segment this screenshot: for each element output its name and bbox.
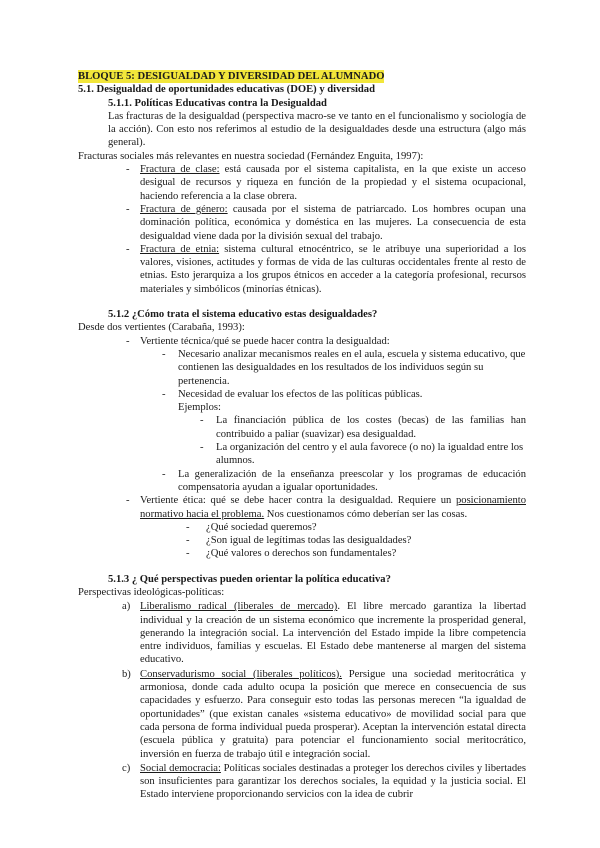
question-text: ¿Son igual de legítimas todas las desigualdades? bbox=[206, 535, 412, 547]
dash-bullet: - bbox=[200, 442, 204, 454]
section-5-1-3-title: 5.1.3 ¿ Qué perspectivas pueden orientar la política educativa? bbox=[108, 573, 391, 585]
item-text: Necesario analizar mecanismos reales en el aula, escuela y sistema educativo, que contienen las desigualdades en los resultados de los individuos según su pertenencia. bbox=[178, 348, 526, 387]
section-5-1-2-intro: Desde dos vertientes (Carabaña, 1993): bbox=[78, 322, 245, 334]
section-5-1-title: 5.1. Desigualdad de oportunidades educativas (DOE) y diversidad bbox=[78, 84, 375, 96]
list-item bbox=[78, 668, 526, 761]
item-term: Fractura de etnia: bbox=[140, 243, 220, 255]
list-item bbox=[78, 600, 526, 666]
dash-bullet: - bbox=[162, 388, 166, 400]
list-item bbox=[78, 762, 526, 802]
item-term: Conservadurismo social (liberales políticos). bbox=[140, 668, 342, 680]
dash-bullet: - bbox=[126, 203, 130, 215]
item-text: La financiación pública de los costes (becas) de las familias han contribuido a paliar (suavizar) esa desigualdad. bbox=[216, 415, 526, 440]
list-item bbox=[78, 163, 526, 203]
item-term: Liberalismo radical (liberales de mercado) bbox=[140, 601, 338, 613]
etica-post: Nos cuestionamos cómo deberían ser las cosas. bbox=[264, 508, 468, 520]
list-item bbox=[78, 468, 526, 495]
item-text: está causada por el sistema capitalista, en la que existe un acceso desigual de recursos y riqueza en función de la propiedad y el sistema ocupacional, haciendo referencia a la clase obrera. bbox=[140, 164, 526, 202]
dash-bullet: - bbox=[186, 535, 190, 547]
list-item bbox=[78, 494, 526, 521]
list-item bbox=[78, 348, 526, 388]
list-item bbox=[78, 547, 526, 560]
block-title: BLOQUE 5: DESIGUALDAD Y DIVERSIDAD DEL ALUMNADO bbox=[78, 71, 385, 82]
document-body bbox=[78, 70, 526, 802]
dash-bullet: - bbox=[126, 335, 130, 347]
item-term: Fractura de género: bbox=[140, 203, 228, 215]
item-text: causada por el sistema de patriarcado. Los hombres ocupan una dominación política, económica y doméstica en las mujeres. La consecuencia de esta desigualdad viene dada por la división sexual del trabajo. bbox=[140, 203, 527, 242]
dash-bullet: - bbox=[162, 468, 166, 480]
section-5-1-1-intro: Las fracturas de la desigualdad (perspectiva macro-se ve tanto en el funcionalismo y sociología de la acción). Con esto nos referimos al estudio de la desigualdades desde una estructura (algo más general). bbox=[108, 110, 526, 149]
item-text: sistema cultural etnocéntrico, se le atribuye una superioridad a los valores, visiones, actitudes y formas de vida de las culturas occidentales frente al resto de etnias. Esto jerarquiza a los grupos étnicos en acceder a la categoría profesional, recursos materiales y simbólicos (minorías étnicas). bbox=[140, 243, 526, 295]
item-term: Fractura de clase: bbox=[140, 164, 220, 176]
section-5-1-3-intro: Perspectivas ideológicas-políticas: bbox=[78, 586, 225, 598]
dash-bullet: - bbox=[186, 521, 190, 533]
block-heading bbox=[78, 70, 526, 83]
vertiente-tecnica: Vertiente técnica/qué se puede hacer contra la desigualdad: bbox=[140, 335, 390, 347]
list-item bbox=[78, 414, 526, 441]
list-item bbox=[78, 243, 526, 296]
etica-pre: Vertiente ética: qué se debe hacer contra la desigualdad. Requiere un bbox=[140, 495, 456, 507]
list-item bbox=[78, 521, 526, 534]
dash-bullet: - bbox=[126, 495, 130, 507]
item-text: Políticas sociales destinadas a proteger los derechos civiles y libertades son insuficientes para garantizar los derechos sociales, la equidad y la justicia social. El Estado interviene proporcionando servicios con la idea de cubrir bbox=[140, 762, 526, 801]
list-letter: a) bbox=[122, 601, 131, 613]
item-text: Persigue una sociedad meritocrática y armoniosa, donde cada adulto ocupa la posición que merece en consecuencia de sus capacidades y esfuerzo. Para conseguir esto todas las personas merecen “la igualdad de oportunidades” (que existan canales «sistema educativo» de movilidad social para que cada persona de forma individual pueda prosperar). Aceptan la intervención estatal directa (escuela pública y gratuita) para potenciar el funcionamiento social meritocrático, inversión en fuerza de trabajo útil e integración social. bbox=[140, 668, 527, 760]
item-text: La generalización de la enseñanza preescolar y los programas de educación compensatoria ayudan a igualar oportunidades. bbox=[178, 468, 526, 493]
ejemplos-label: Ejemplos: bbox=[178, 402, 221, 414]
dash-bullet: - bbox=[200, 415, 204, 427]
item-text: . El libre mercado garantiza la libertad individual y la creación de un sistema económico que incremente la prosperidad general, generando la integración social. La intervención del Estado impide la libre competencia entre individuos, familias y escuelas. El Estado debe mantenerse al margen del sistema educativo. bbox=[140, 601, 526, 666]
dash-bullet: - bbox=[186, 548, 190, 560]
item-term: Social democracia: bbox=[140, 762, 221, 774]
list-item bbox=[78, 441, 526, 468]
etica-underlined: posicionamiento normativo hacia el problema. bbox=[140, 495, 526, 520]
dash-bullet: - bbox=[162, 348, 166, 360]
question-text: ¿Qué valores o derechos son fundamentales? bbox=[206, 548, 397, 560]
item-text: Necesidad de evaluar los efectos de las políticas públicas. bbox=[178, 388, 423, 400]
list-letter: c) bbox=[122, 762, 131, 774]
question-text: ¿Qué sociedad queremos? bbox=[206, 521, 317, 533]
fracturas-intro: Fracturas sociales más relevantes en nuestra sociedad (Fernández Enguita, 1997): bbox=[78, 150, 424, 162]
list-item bbox=[78, 388, 526, 401]
section-5-1-1-title: 5.1.1. Políticas Educativas contra la Desigualdad bbox=[108, 97, 327, 109]
section-5-1-2-title: 5.1.2 ¿Cómo trata el sistema educativo estas desigualdades? bbox=[108, 309, 378, 321]
list-item bbox=[78, 335, 526, 348]
list-letter: b) bbox=[122, 668, 131, 680]
list-item bbox=[78, 534, 526, 547]
item-text: La organización del centro y el aula favorece (o no) la igualdad entre los alumnos. bbox=[216, 442, 524, 467]
dash-bullet: - bbox=[126, 243, 130, 255]
list-item bbox=[78, 203, 526, 243]
dash-bullet: - bbox=[126, 164, 130, 176]
